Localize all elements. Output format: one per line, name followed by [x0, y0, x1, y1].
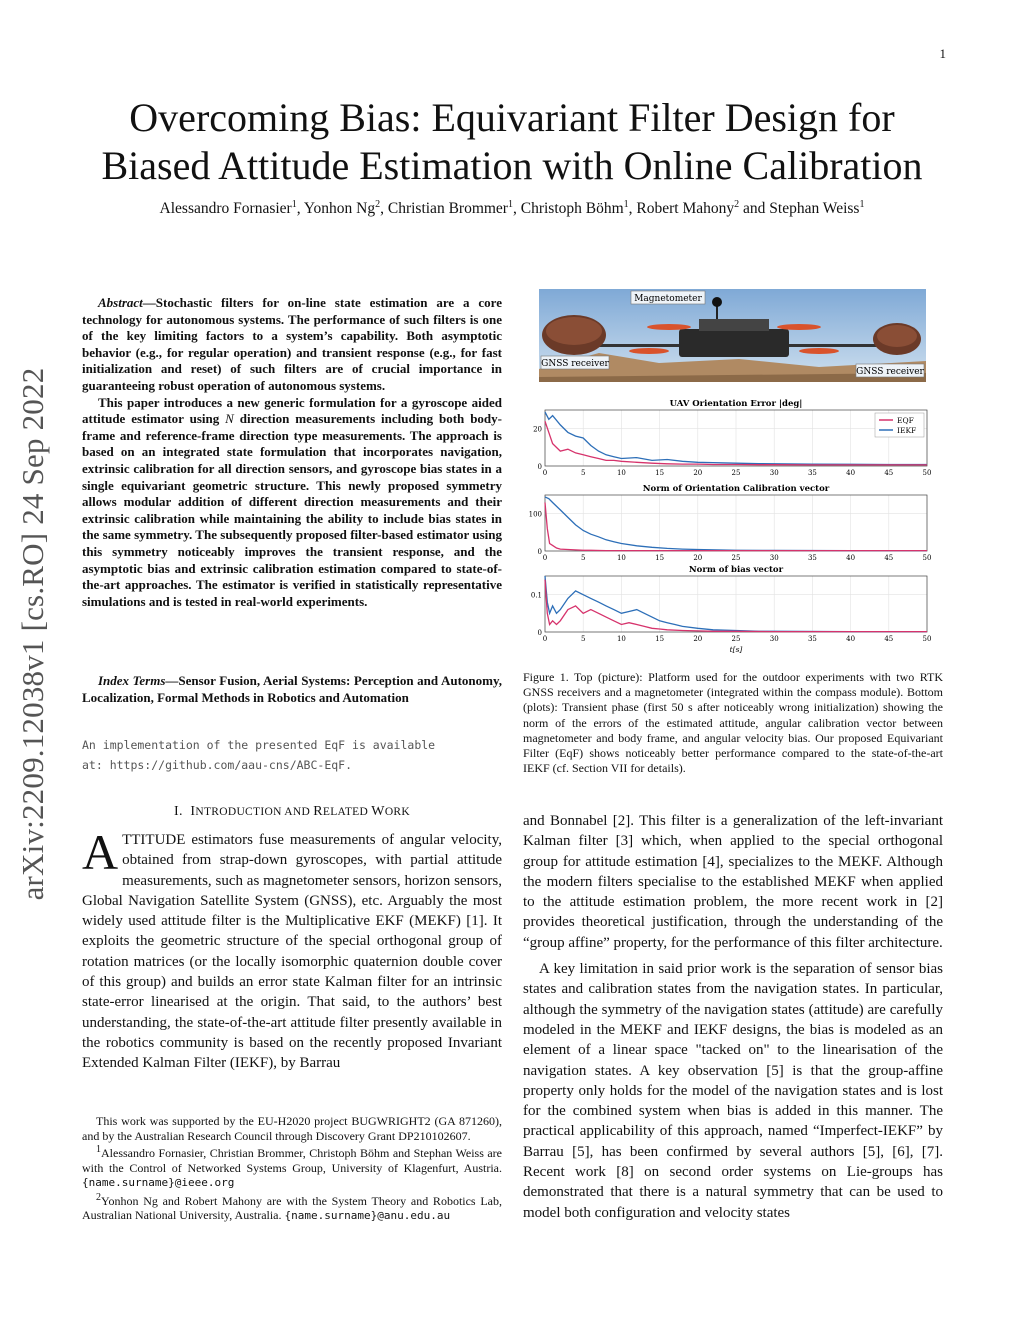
y-tick-label: 0.1 — [530, 591, 542, 600]
x-tick-label: 0 — [542, 469, 548, 477]
x-tick-label: 45 — [884, 635, 894, 643]
x-tick-label: 50 — [922, 554, 932, 562]
legend-label: IEKF — [897, 426, 917, 435]
title-line-1: Overcoming Bias: Equivariant Filter Design for — [129, 95, 895, 140]
arxiv-identifier: arXiv:2209.12038v1 [cs.RO] 24 Sep 2022 — [15, 367, 50, 901]
right-column-text — [523, 811, 943, 1223]
plot-title: UAV Orientation Error |deg| — [669, 399, 803, 409]
intro-paragraph: ATTITUDE estimators fuse measurements of angular velocity, obtained from strap-down gyroscopes, with partial attitude measurements, such as magnetometer sensors, horizon sensors, Global Navigation Satellite System (GNSS), etc. Arguably the most widely used attitude filter is the Multiplicative EKF (MEKF) [1]. It exploits the geometric structure of the special orthogonal group of rotation matrices (or the locally isomorphic quaternion double cover of this group) and builds an error state Kalman filter for an intrinsic state-error linearised at the origin. That said, to the authors’ best understanding, the state-of-the-art attitude filter presently available in the robotics community is based on the recently proposed Invariant Extended Kalman Filter (IEKF), by Barrau — [82, 824, 502, 1072]
github-link[interactable]: at: https://github.com/aau-cns/ABC-EqF. — [82, 758, 353, 772]
uav-photo — [539, 289, 926, 382]
email-ieee: {name.surname}@ieee.org — [82, 1176, 235, 1189]
page-number: 1 — [939, 46, 946, 61]
x-tick-label: 0 — [542, 635, 548, 643]
index-terms — [82, 673, 502, 706]
author-list: Alessandro Fornasier$^1$, Yonhon Ng$^2$, Christian Brommer$^1$, Christoph Böhm$^1$, Robert Mahony$^2$ and Stephan Weiss$^1$ — [159, 199, 865, 218]
math-variable: N — [225, 411, 234, 427]
x-tick-label: 30 — [769, 554, 779, 562]
x-tick-label: 25 — [731, 635, 741, 643]
x-tick-label: 40 — [846, 469, 856, 477]
x-tick-label: 25 — [731, 554, 741, 562]
x-tick-label: 20 — [693, 554, 703, 562]
x-tick-label: 35 — [807, 635, 817, 643]
index-terms-label: Index Terms — [98, 673, 166, 688]
y-tick-label: 20 — [533, 425, 542, 434]
y-tick-label: 0 — [537, 629, 542, 637]
legend-label: EQF — [897, 416, 914, 425]
abstract — [82, 295, 502, 610]
author: Yonhon Ng$^2$ — [303, 199, 381, 218]
paper-title — [60, 94, 964, 190]
index-terms-text: —Sensor Fusion, Aerial Systems: Perception and Autonomy, Localization, Formal Methods in Robotics and Automation — [82, 673, 503, 705]
title-line-2: Biased Attitude Estimation with Online Calibration — [101, 143, 923, 188]
gnss-right-label: GNSS receiver — [856, 367, 924, 377]
affiliation-1: $^1$Alessandro Fornasier, Christian Brommer, Christoph Böhm and Stephan Weiss are with the Control of Networked Systems Group, University of Klagenfurt, Austria. {name.surname}@ieee.org — [82, 1144, 502, 1189]
x-tick-label: 40 — [846, 554, 856, 562]
figure-plots — [520, 392, 944, 660]
gnss-left-label: GNSS receiver — [541, 359, 609, 369]
section-heading: I. INTRODUCTION AND RELATED WORK — [174, 804, 410, 819]
x-tick-label: 25 — [731, 469, 741, 477]
plots-svg — [520, 392, 944, 660]
x-tick-label: 5 — [580, 469, 586, 477]
right-paragraph-1: and Bonnabel [2]. This filter is a generalization of the left-invariant Kalman filter [3] which, when applied to the special orthogonal group for attitude estimation [4], specializes to the MEKF. Although the modern filters specialise to the established MEKF when applied to the attitude estimation problem, the more recent work in [2] provides theoretical justification, through the understanding of the “group affine” property, for the performance of this filter architecture. — [523, 813, 943, 951]
abstract-paragraph-2a: This paper introduces a new generic formulation for a gyroscope aided attitude estimator using — [82, 394, 502, 427]
x-tick-label: 45 — [884, 469, 894, 477]
x-tick-label: 10 — [616, 635, 626, 643]
x-tick-label: 50 — [922, 635, 932, 643]
x-tick-label: 30 — [769, 469, 779, 477]
x-tick-label: 20 — [693, 469, 703, 477]
x-tick-label: 15 — [655, 554, 665, 562]
y-tick-label: 100 — [528, 510, 542, 519]
x-tick-label: 15 — [655, 635, 665, 643]
x-tick-label: 10 — [616, 469, 626, 477]
footnotes — [82, 1114, 502, 1224]
x-tick-label: 0 — [542, 554, 548, 562]
abstract-paragraph-1: —Stochastic filters for on-line state estimation are a core technology for autonomous systems. The performance of such filters is one of the key limiting factors to a system’s capability. Both asymptotic behavior (e.g., for regular operation) and transient response (e.g., for fast initialization and reset) of such filters are of crucial importance in guaranteeing robust operation of autonomous systems. — [82, 295, 502, 393]
x-tick-label: 35 — [807, 469, 817, 477]
author: Christoph Böhm$^1$ — [520, 199, 629, 218]
drop-cap: A — [82, 824, 119, 880]
affiliation-2: $^2$Yonhon Ng and Robert Mahony are with the System Theory and Robotics Lab, Australian National University, Australia. {name.surname}@anu.edu.au — [82, 1191, 502, 1222]
author: Christian Brommer$^1$ — [387, 199, 513, 218]
x-axis-label: t[s] — [729, 645, 743, 654]
magnetometer-label: Magnetometer — [634, 294, 702, 304]
x-tick-label: 50 — [922, 469, 932, 477]
author: Robert Mahony$^2$ — [636, 199, 740, 218]
implementation-note: An implementation of the presented EqF is available at: https://github.com/aau-cns/ABC-EqF. — [82, 735, 502, 775]
x-tick-label: 20 — [693, 635, 703, 643]
abstract-paragraph-2b: direction measurements including both body-frame and reference-frame direction type measurements. The approach is based on an integrated state formulation that incorporates navigation, extrinsic calibration for all direction sensors, and gyroscope bias states in a single equivariant geometric structure. This newly proposed symmetry allows modular addition of different direction measurements and their extrinsic calibration while maintaining the ability to include bias states in the same symmetry. The subsequently proposed filter-based estimator using this symmetry noticeably improves the transient response, and the asymptotic bias and extrinsic calibration estimation compared to state-of-the-art approaches. The estimator is verified in statistically representative simulations and is tested in real-world experiments. — [82, 411, 502, 609]
x-tick-label: 10 — [616, 554, 626, 562]
author: Alessandro Fornasier$^1$ — [159, 199, 297, 218]
x-tick-label: 5 — [580, 635, 586, 643]
funding-note: This work was supported by the EU-H2020 project BUGWRIGHT2 (GA 871260), and by the Australian Research Council through Discovery Grant DP210102607. — [82, 1114, 502, 1143]
plot-title: Norm of bias vector — [688, 565, 784, 575]
x-tick-label: 30 — [769, 635, 779, 643]
y-tick-label: 0 — [537, 548, 542, 556]
author: Stephan Weiss$^1$ — [769, 199, 865, 218]
y-tick-label: 0 — [537, 463, 542, 471]
x-tick-label: 40 — [846, 635, 856, 643]
email-anu: {name.surname}@anu.edu.au — [284, 1209, 451, 1222]
abstract-label: Abstract — [98, 295, 143, 310]
right-paragraph-2: A key limitation in said prior work is the separation of sensor bias states and calibration states from the navigation states. In particular, although the symmetry of the navigation states (attitude) are carefully modeled in the MEKF and IEKF designs, the bias is modeled as an element of a linear space "tacked on" to the linearisation of the navigation states. A key observation [5] is that the group-affine property only holds for the model of the navigation states and is lost for the combined system when bias is added in this manner. The practical applicability of this approach, named “Imperfect-IEKF” by Barrau [5], has been confirmed by several authors [5], [6], [7]. Recent work [8] on second order systems on Lie-groups has demonstrated that there is a natural symmetry that can be used to model both configuration and velocity states — [523, 961, 943, 1221]
figure-caption: Figure 1. Top (picture): Platform used for the outdoor experiments with two RTK GNSS receivers and a magnetometer (integrated within the compass module). Bottom (plots): Transient phase (first 50 s after noticeably wrong initialization) showing the norm of the errors of the estimated attitude, angular calibration vector between magnetometer and body frame, and angular velocity bias. Our proposed Equivariant Filter (EqF) shows noticeably better performance compared to the state-of-the-art IEKF (cf. Section VII for details). — [523, 670, 943, 776]
x-tick-label: 35 — [807, 554, 817, 562]
x-tick-label: 5 — [580, 554, 586, 562]
plot-title: Norm of Orientation Calibration vector — [642, 484, 830, 494]
x-tick-label: 45 — [884, 554, 894, 562]
x-tick-label: 15 — [655, 469, 665, 477]
